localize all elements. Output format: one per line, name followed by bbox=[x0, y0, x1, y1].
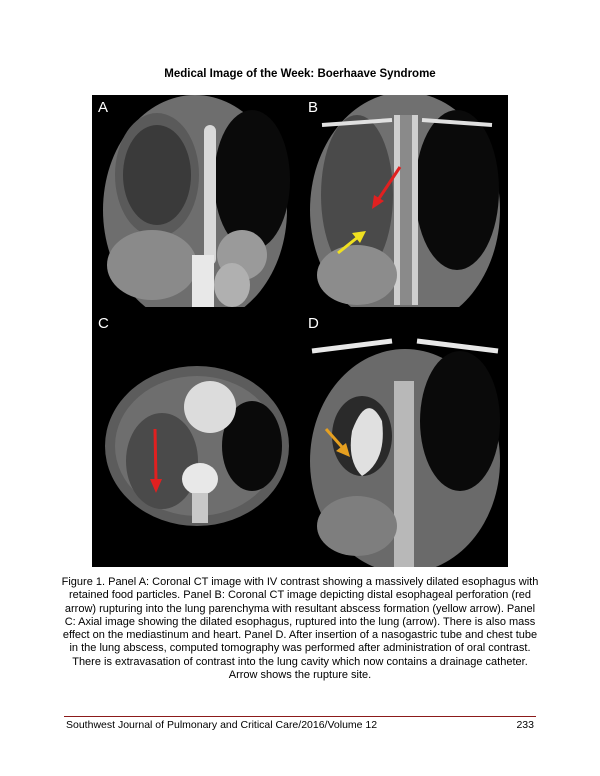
panel-label-d: D bbox=[308, 315, 319, 332]
footer-divider bbox=[64, 716, 536, 717]
panel-d-coronal-ct-contrast bbox=[302, 311, 508, 567]
panel-label-a: A bbox=[98, 99, 109, 116]
panel-a-coronal-ct bbox=[92, 95, 298, 307]
figure-caption: Figure 1. Panel A: Coronal CT image with IV contrast showing a massively dilated esophagus with retained food particles. Panel B: Coronal CT image depicting distal esophageal perforation (red arrow) rupturing into the lung parenchyma with resultant abscess formation (yellow arrow). Panel C: Axial image showing the dilated esophagus, ruptured into the lung (arrow). There is also mass effect on the mediastinum and heart. Panel D. After insertion of a nasogastric tube and chest tube in the lung abscess, computed tomography was performed after administration of oral contrast. There is extravasation of contrast into the lung cavity which now contains a drainage catheter. Arrow shows the rupture site. bbox=[61, 576, 539, 682]
red-arrow-c bbox=[155, 429, 156, 481]
panel-b-coronal-ct bbox=[302, 95, 508, 307]
panel-label-b: B bbox=[308, 99, 319, 116]
page-title: Medical Image of the Week: Boerhaave Syndrome bbox=[164, 68, 436, 80]
panel-label-c: C bbox=[98, 315, 109, 332]
footer-journal: Southwest Journal of Pulmonary and Critical Care/2016/Volume 12 bbox=[66, 719, 378, 731]
figure-1 bbox=[92, 95, 508, 567]
footer-page-number: 233 bbox=[516, 719, 534, 731]
panel-c-axial-ct bbox=[92, 311, 298, 567]
